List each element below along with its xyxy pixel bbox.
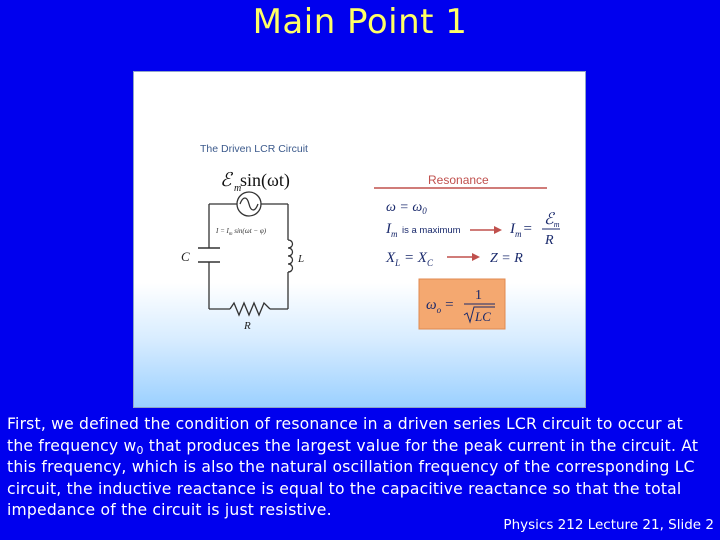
resonance-condition: $\omega = \omega_0$ bbox=[386, 200, 427, 216]
emf-expression: sin(ωt) bbox=[240, 170, 290, 190]
resonance-header: Resonance bbox=[428, 173, 489, 187]
body-text-subscript: 0 bbox=[136, 443, 144, 457]
inductor-label: L bbox=[298, 253, 305, 265]
emf-subscript: m bbox=[234, 183, 242, 194]
resonant-frequency-numerator: 1 bbox=[475, 288, 482, 303]
slide-footer: Physics 212 Lecture 21, Slide 2 bbox=[503, 517, 714, 533]
body-text-part-2: that produces the largest value for the peak current in the circuit. At this frequency, which is also the natural oscillation frequency of the corresponding LC circuit, the inductive reactance is equal to the capacitive reactance so that the total impedance of the circuit is just resistive. bbox=[7, 436, 699, 519]
current-max-lhs: $I_m$ bbox=[386, 221, 398, 239]
emf-symbol: ℰ bbox=[220, 170, 232, 191]
slide-body-text bbox=[7, 414, 713, 522]
peak-current-numerator: ℰm bbox=[544, 211, 560, 229]
body-text-part-1: First, we defined the condition of resonance in a driven series LCR circuit to occur at the frequency w bbox=[7, 415, 683, 455]
inductor-icon bbox=[288, 240, 293, 272]
peak-current-denominator: R bbox=[545, 233, 554, 248]
capacitor-label: C bbox=[181, 249, 190, 264]
ac-source-icon bbox=[237, 192, 261, 216]
figure-panel bbox=[133, 71, 586, 408]
slide-title: Main Point 1 bbox=[252, 2, 468, 42]
resonant-frequency-lhs: $\omega_o$ = bbox=[426, 297, 454, 315]
lcr-circuit-figure bbox=[134, 72, 587, 409]
peak-current-lhs: $I_m$ = bbox=[510, 221, 532, 239]
arrow-right-icon bbox=[447, 253, 480, 261]
arrow-right-icon bbox=[470, 226, 502, 234]
impedance-result: Z = R bbox=[490, 251, 523, 266]
resonant-frequency-denominator: LC bbox=[475, 309, 491, 324]
current-max-text: is a maximum bbox=[402, 225, 461, 236]
circuit-wires bbox=[209, 204, 288, 309]
resistor-icon bbox=[230, 303, 270, 315]
reactance-equality: $X_L = X_C$ bbox=[386, 250, 433, 268]
capacitor-icon bbox=[198, 248, 220, 262]
resistor-label: R bbox=[244, 320, 251, 332]
circuit-title: The Driven LCR Circuit bbox=[200, 143, 308, 155]
current-expression: $I = I_m$ sin(ωt − φ) bbox=[216, 227, 267, 237]
